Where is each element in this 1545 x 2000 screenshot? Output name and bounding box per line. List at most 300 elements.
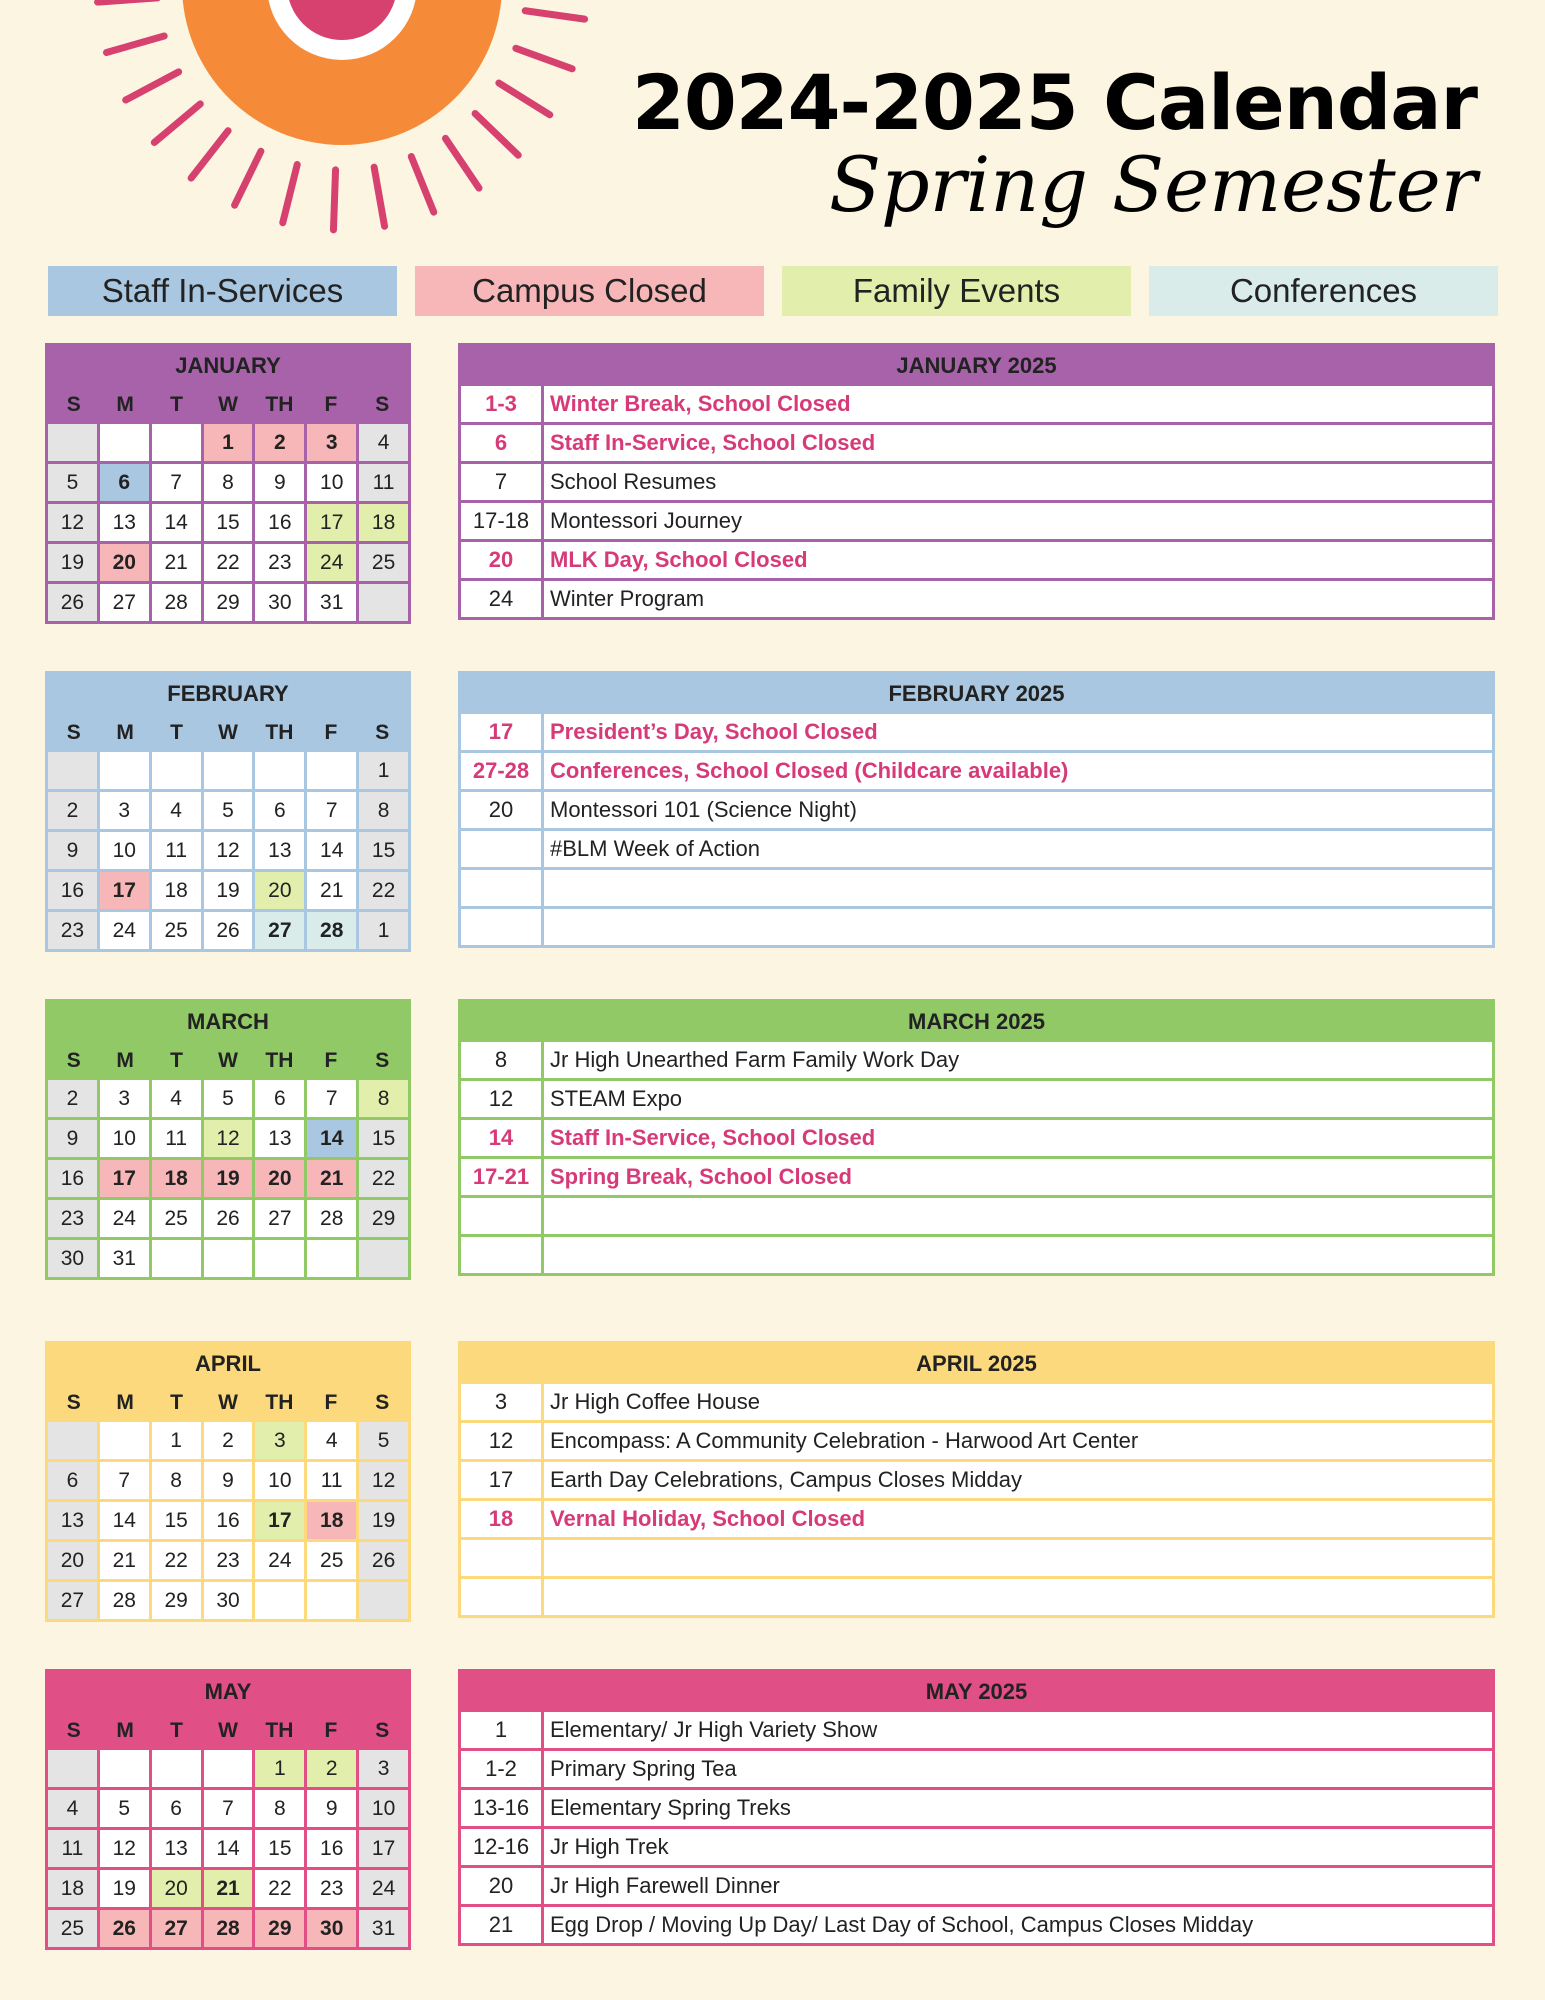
calendar-day: 17 xyxy=(307,504,356,541)
event-row xyxy=(461,425,1492,461)
event-date: 12-16 xyxy=(461,1829,541,1865)
event-description: Elementary/ Jr High Variety Show xyxy=(544,1712,1492,1748)
weekday-label: S xyxy=(66,1391,81,1414)
calendar-day: 6 xyxy=(255,792,304,829)
calendar-empty-cell xyxy=(100,1750,149,1787)
event-row xyxy=(461,1237,1492,1273)
calendar-day: 24 xyxy=(359,1870,408,1907)
calendar-day: 28 xyxy=(307,912,356,949)
calendar-day: 11 xyxy=(152,832,201,869)
weekday-label: TH xyxy=(265,1049,294,1072)
calendar-day: 15 xyxy=(359,832,408,869)
event-row xyxy=(461,1579,1492,1615)
calendar-day: 12 xyxy=(204,1120,253,1157)
calendar-day: 3 xyxy=(100,792,149,829)
event-description xyxy=(544,909,1492,945)
calendar-day: 21 xyxy=(152,544,201,581)
calendar-empty-cell xyxy=(152,1750,201,1787)
calendar-day: 29 xyxy=(255,1910,304,1947)
event-row xyxy=(461,1198,1492,1234)
mini-calendar-month-name: FEBRUARY xyxy=(167,681,289,706)
calendar-day: 13 xyxy=(48,1502,97,1539)
sun-illustration xyxy=(0,0,600,240)
calendar-day: 12 xyxy=(359,1462,408,1499)
calendar-day: 6 xyxy=(100,464,149,501)
sun-ray xyxy=(283,165,298,223)
calendar-day: 12 xyxy=(204,832,253,869)
event-description: Spring Break, School Closed xyxy=(544,1159,1492,1195)
calendar-day: 23 xyxy=(48,1200,97,1237)
calendar-day: 16 xyxy=(48,1160,97,1197)
event-description: Jr High Farewell Dinner xyxy=(544,1868,1492,1904)
calendar-empty-cell xyxy=(100,752,149,789)
calendar-day: 16 xyxy=(255,504,304,541)
event-description: Jr High Trek xyxy=(544,1829,1492,1865)
calendar-day: 4 xyxy=(359,424,408,461)
event-date: 20 xyxy=(461,792,541,828)
event-row xyxy=(461,1462,1492,1498)
calendar-day: 31 xyxy=(359,1910,408,1947)
calendar-day: 8 xyxy=(255,1790,304,1827)
event-date: 17-18 xyxy=(461,503,541,539)
event-date: 17 xyxy=(461,1462,541,1498)
event-date: 20 xyxy=(461,542,541,578)
event-row xyxy=(461,714,1492,750)
sun-ray xyxy=(98,0,158,2)
calendar-day: 17 xyxy=(100,1160,149,1197)
calendar-day: 28 xyxy=(204,1910,253,1947)
weekday-label: F xyxy=(324,393,338,416)
sun-ray xyxy=(475,114,518,156)
event-date xyxy=(461,1198,541,1234)
calendar-day: 18 xyxy=(152,1160,201,1197)
calendar-day: 7 xyxy=(307,1080,356,1117)
calendar-day: 9 xyxy=(48,1120,97,1157)
calendar-day: 27 xyxy=(255,1200,304,1237)
event-description: MLK Day, School Closed xyxy=(544,542,1492,578)
calendar-day: 10 xyxy=(255,1462,304,1499)
calendar-empty-cell xyxy=(152,1240,201,1277)
day-grid xyxy=(48,1750,408,1947)
calendar-day: 1 xyxy=(152,1422,201,1459)
calendar-empty-cell xyxy=(152,424,201,461)
events-table-title: MAY 2025 xyxy=(925,1679,1028,1704)
event-date: 12 xyxy=(461,1423,541,1459)
event-description: Montessori 101 (Science Night) xyxy=(544,792,1492,828)
weekday-label: S xyxy=(375,1719,390,1742)
event-description: President’s Day, School Closed xyxy=(544,714,1492,750)
calendar-day: 10 xyxy=(100,832,149,869)
event-row xyxy=(461,1540,1492,1576)
calendar-day: 21 xyxy=(204,1870,253,1907)
weekday-label: F xyxy=(324,1049,338,1072)
calendar-day: 4 xyxy=(152,792,201,829)
calendar-day: 26 xyxy=(48,584,97,621)
event-description xyxy=(544,1237,1492,1273)
calendar-day: 3 xyxy=(255,1422,304,1459)
calendar-day: 10 xyxy=(359,1790,408,1827)
weekday-label: S xyxy=(66,393,81,416)
event-description: Conferences, School Closed (Childcare available) xyxy=(544,753,1492,789)
calendar-day: 10 xyxy=(307,464,356,501)
mini-calendar xyxy=(45,343,411,624)
calendar-empty-cell xyxy=(48,1750,97,1787)
events-table-title: JANUARY 2025 xyxy=(896,353,1057,378)
calendar-day: 22 xyxy=(152,1542,201,1579)
calendar-day: 12 xyxy=(100,1830,149,1867)
day-grid xyxy=(48,424,408,621)
weekday-header-row xyxy=(48,386,408,424)
event-date: 1 xyxy=(461,1712,541,1748)
event-description: Egg Drop / Moving Up Day/ Last Day of School, Campus Closes Midday xyxy=(544,1907,1492,1943)
sun-ray xyxy=(525,11,584,19)
event-row xyxy=(461,1423,1492,1459)
calendar-day: 26 xyxy=(204,912,253,949)
weekday-label: M xyxy=(116,1049,134,1072)
calendar-day: 3 xyxy=(359,1750,408,1787)
calendar-empty-cell xyxy=(204,1750,253,1787)
event-date: 1-3 xyxy=(461,386,541,422)
event-row xyxy=(461,1790,1492,1826)
calendar-empty-cell xyxy=(255,752,304,789)
calendar-day: 2 xyxy=(48,1080,97,1117)
event-description: STEAM Expo xyxy=(544,1081,1492,1117)
calendar-day: 18 xyxy=(152,872,201,909)
event-description: Encompass: A Community Celebration - Harwood Art Center xyxy=(544,1423,1492,1459)
weekday-header-row xyxy=(48,714,408,752)
calendar-day: 24 xyxy=(100,912,149,949)
calendar-empty-cell xyxy=(307,1240,356,1277)
calendar-day: 28 xyxy=(152,584,201,621)
calendar-day: 22 xyxy=(359,1160,408,1197)
weekday-label: M xyxy=(116,393,134,416)
calendar-day: 26 xyxy=(204,1200,253,1237)
calendar-day: 4 xyxy=(48,1790,97,1827)
event-description xyxy=(544,1540,1492,1576)
calendar-day: 2 xyxy=(255,424,304,461)
event-date: 14 xyxy=(461,1120,541,1156)
calendar-day: 14 xyxy=(152,504,201,541)
calendar-empty-cell xyxy=(255,1240,304,1277)
calendar-day: 21 xyxy=(307,872,356,909)
weekday-label: S xyxy=(66,721,81,744)
weekday-label: F xyxy=(324,721,338,744)
calendar-day: 20 xyxy=(255,1160,304,1197)
weekday-label: M xyxy=(116,721,134,744)
event-date: 27-28 xyxy=(461,753,541,789)
calendar-empty-cell xyxy=(359,1582,408,1619)
calendar-day: 26 xyxy=(100,1910,149,1947)
calendar-day: 5 xyxy=(359,1422,408,1459)
weekday-label: S xyxy=(375,1049,390,1072)
weekday-label: F xyxy=(324,1391,338,1414)
calendar-day: 5 xyxy=(100,1790,149,1827)
legend xyxy=(48,266,1498,316)
calendar-day: 22 xyxy=(204,544,253,581)
calendar-day: 23 xyxy=(204,1542,253,1579)
event-date xyxy=(461,1237,541,1273)
calendar-day: 23 xyxy=(307,1870,356,1907)
event-date: 8 xyxy=(461,1042,541,1078)
calendar-empty-cell xyxy=(359,1240,408,1277)
event-date: 7 xyxy=(461,464,541,500)
calendar-day: 16 xyxy=(307,1830,356,1867)
calendar-day: 13 xyxy=(255,1120,304,1157)
sun-ray xyxy=(411,157,433,213)
event-date xyxy=(461,870,541,906)
calendar-empty-cell xyxy=(48,1422,97,1459)
calendar-day: 26 xyxy=(359,1542,408,1579)
event-description: Jr High Unearthed Farm Family Work Day xyxy=(544,1042,1492,1078)
calendar-empty-cell xyxy=(204,752,253,789)
sun-ray xyxy=(235,151,261,205)
calendar-day: 27 xyxy=(152,1910,201,1947)
legend-item: Conferences xyxy=(1149,266,1498,316)
calendar-day: 29 xyxy=(359,1200,408,1237)
event-description: Staff In-Service, School Closed xyxy=(544,425,1492,461)
weekday-label: M xyxy=(116,1391,134,1414)
mini-calendar-month-name: APRIL xyxy=(195,1351,261,1376)
event-row xyxy=(461,1384,1492,1420)
calendar-day: 27 xyxy=(255,912,304,949)
calendar-day: 22 xyxy=(359,872,408,909)
events-table xyxy=(458,999,1495,1276)
calendar-day: 7 xyxy=(307,792,356,829)
calendar-day: 20 xyxy=(152,1870,201,1907)
weekday-label: W xyxy=(218,1049,238,1072)
event-date: 13-16 xyxy=(461,1790,541,1826)
calendar-day: 2 xyxy=(204,1422,253,1459)
calendar-day: 30 xyxy=(204,1582,253,1619)
calendar-day: 6 xyxy=(152,1790,201,1827)
event-description: Staff In-Service, School Closed xyxy=(544,1120,1492,1156)
calendar-day: 30 xyxy=(307,1910,356,1947)
calendar-day: 27 xyxy=(100,584,149,621)
sun-ray xyxy=(106,36,164,53)
calendar-day: 5 xyxy=(204,1080,253,1117)
calendar-empty-cell xyxy=(100,1422,149,1459)
calendar-day: 11 xyxy=(152,1120,201,1157)
calendar-empty-cell xyxy=(307,752,356,789)
calendar-day: 25 xyxy=(152,912,201,949)
calendar-day: 1 xyxy=(359,752,408,789)
mini-calendar xyxy=(45,1669,411,1950)
event-row xyxy=(461,1120,1492,1156)
calendar-day: 6 xyxy=(255,1080,304,1117)
calendar-day: 14 xyxy=(204,1830,253,1867)
calendar-day: 24 xyxy=(100,1200,149,1237)
weekday-label: TH xyxy=(265,1719,294,1742)
calendar-day: 9 xyxy=(307,1790,356,1827)
weekday-header-row xyxy=(48,1042,408,1080)
mini-calendar-month-name: MARCH xyxy=(187,1009,269,1034)
calendar-day: 25 xyxy=(307,1542,356,1579)
calendar-day: 21 xyxy=(307,1160,356,1197)
calendar-day: 15 xyxy=(255,1830,304,1867)
calendar-day: 30 xyxy=(255,584,304,621)
weekday-header-row xyxy=(48,1712,408,1750)
event-row xyxy=(461,1042,1492,1078)
calendar-day: 31 xyxy=(100,1240,149,1277)
calendar-day: 29 xyxy=(204,584,253,621)
event-description: Earth Day Celebrations, Campus Closes Midday xyxy=(544,1462,1492,1498)
calendar-day: 16 xyxy=(204,1502,253,1539)
event-row xyxy=(461,1829,1492,1865)
weekday-label: F xyxy=(324,1719,338,1742)
calendar-empty-cell xyxy=(152,752,201,789)
mini-calendar-month-name: MAY xyxy=(204,1679,252,1704)
event-row xyxy=(461,581,1492,617)
calendar-day: 8 xyxy=(359,792,408,829)
event-description xyxy=(544,870,1492,906)
calendar-day: 2 xyxy=(48,792,97,829)
weekday-label: S xyxy=(375,1391,390,1414)
weekday-label: T xyxy=(170,1049,183,1072)
calendar-day: 3 xyxy=(307,424,356,461)
calendar-day: 23 xyxy=(255,544,304,581)
event-row xyxy=(461,1712,1492,1748)
events-table xyxy=(458,671,1495,948)
calendar-day: 20 xyxy=(255,872,304,909)
mini-calendar xyxy=(45,1341,411,1622)
calendar-day: 3 xyxy=(100,1080,149,1117)
event-description: #BLM Week of Action xyxy=(544,831,1492,867)
calendar-day: 1 xyxy=(255,1750,304,1787)
event-row xyxy=(461,1081,1492,1117)
calendar-day: 25 xyxy=(359,544,408,581)
calendar-day: 30 xyxy=(48,1240,97,1277)
calendar-day: 8 xyxy=(359,1080,408,1117)
calendar-day: 18 xyxy=(48,1870,97,1907)
sun-ray xyxy=(374,167,384,226)
sun-ray xyxy=(516,48,572,69)
event-description: Montessori Journey xyxy=(544,503,1492,539)
event-date: 24 xyxy=(461,581,541,617)
event-date: 17-21 xyxy=(461,1159,541,1195)
event-description: Winter Program xyxy=(544,581,1492,617)
calendar-day: 2 xyxy=(307,1750,356,1787)
events-table xyxy=(458,1341,1495,1618)
calendar-day: 15 xyxy=(359,1120,408,1157)
calendar-day: 19 xyxy=(48,544,97,581)
event-description xyxy=(544,1198,1492,1234)
weekday-label: T xyxy=(170,393,183,416)
calendar-day: 16 xyxy=(48,872,97,909)
event-row xyxy=(461,1751,1492,1787)
events-table-title: MARCH 2025 xyxy=(908,1009,1045,1034)
calendar-empty-cell xyxy=(48,424,97,461)
sun-ray xyxy=(126,72,179,100)
sun-ray xyxy=(499,83,550,115)
weekday-label: W xyxy=(218,721,238,744)
calendar-day: 1 xyxy=(204,424,253,461)
day-grid xyxy=(48,1080,408,1277)
sun-ray xyxy=(333,170,335,230)
day-grid xyxy=(48,1422,408,1619)
calendar-day: 28 xyxy=(100,1582,149,1619)
mini-calendar xyxy=(45,999,411,1280)
weekday-label: TH xyxy=(265,721,294,744)
event-row xyxy=(461,831,1492,867)
calendar-day: 15 xyxy=(204,504,253,541)
event-date: 20 xyxy=(461,1868,541,1904)
calendar-day: 17 xyxy=(100,872,149,909)
calendar-empty-cell xyxy=(307,1582,356,1619)
calendar-empty-cell xyxy=(100,424,149,461)
event-date: 3 xyxy=(461,1384,541,1420)
calendar-day: 29 xyxy=(152,1582,201,1619)
calendar-day: 18 xyxy=(307,1502,356,1539)
calendar-empty-cell xyxy=(48,752,97,789)
weekday-label: T xyxy=(170,1719,183,1742)
event-row xyxy=(461,753,1492,789)
calendar-day: 19 xyxy=(204,872,253,909)
event-date: 18 xyxy=(461,1501,541,1537)
event-row xyxy=(461,1868,1492,1904)
weekday-header-row xyxy=(48,1384,408,1422)
legend-item: Staff In-Services xyxy=(48,266,397,316)
events-table-title: FEBRUARY 2025 xyxy=(888,681,1065,706)
calendar-day: 23 xyxy=(48,912,97,949)
event-date xyxy=(461,1579,541,1615)
events-table xyxy=(458,343,1495,620)
calendar-empty-cell xyxy=(204,1240,253,1277)
weekday-label: TH xyxy=(265,393,294,416)
calendar-day: 6 xyxy=(48,1462,97,1499)
weekday-label: M xyxy=(116,1719,134,1742)
events-table xyxy=(458,1669,1495,1946)
calendar-day: 13 xyxy=(100,504,149,541)
calendar-day: 20 xyxy=(48,1542,97,1579)
calendar-day: 19 xyxy=(359,1502,408,1539)
day-grid xyxy=(48,752,408,949)
events-table-title: APRIL 2025 xyxy=(916,1351,1037,1376)
calendar-day: 15 xyxy=(152,1502,201,1539)
calendar-day: 7 xyxy=(204,1790,253,1827)
calendar-day: 11 xyxy=(48,1830,97,1867)
event-row xyxy=(461,503,1492,539)
weekday-label: W xyxy=(218,1719,238,1742)
calendar-day: 11 xyxy=(359,464,408,501)
calendar-day: 25 xyxy=(48,1910,97,1947)
calendar-day: 13 xyxy=(255,832,304,869)
sun-ray xyxy=(445,138,479,188)
calendar-day: 8 xyxy=(204,464,253,501)
page-title: 2024-2025 Calendar xyxy=(632,58,1477,147)
legend-item: Campus Closed xyxy=(415,266,764,316)
weekday-label: S xyxy=(66,1719,81,1742)
calendar-day: 31 xyxy=(307,584,356,621)
weekday-label: S xyxy=(375,721,390,744)
calendar-day: 9 xyxy=(204,1462,253,1499)
calendar-day: 5 xyxy=(48,464,97,501)
calendar-day: 18 xyxy=(359,504,408,541)
event-date: 1-2 xyxy=(461,1751,541,1787)
calendar-day: 12 xyxy=(48,504,97,541)
calendar-day: 5 xyxy=(204,792,253,829)
calendar-day: 25 xyxy=(152,1200,201,1237)
calendar-day: 20 xyxy=(100,544,149,581)
calendar-day: 7 xyxy=(152,464,201,501)
legend-item: Family Events xyxy=(782,266,1131,316)
calendar-day: 13 xyxy=(152,1830,201,1867)
calendar-day: 21 xyxy=(100,1542,149,1579)
calendar-day: 9 xyxy=(255,464,304,501)
calendar-day: 24 xyxy=(307,544,356,581)
event-date: 17 xyxy=(461,714,541,750)
event-row xyxy=(461,1907,1492,1943)
sun-ray xyxy=(154,104,200,143)
